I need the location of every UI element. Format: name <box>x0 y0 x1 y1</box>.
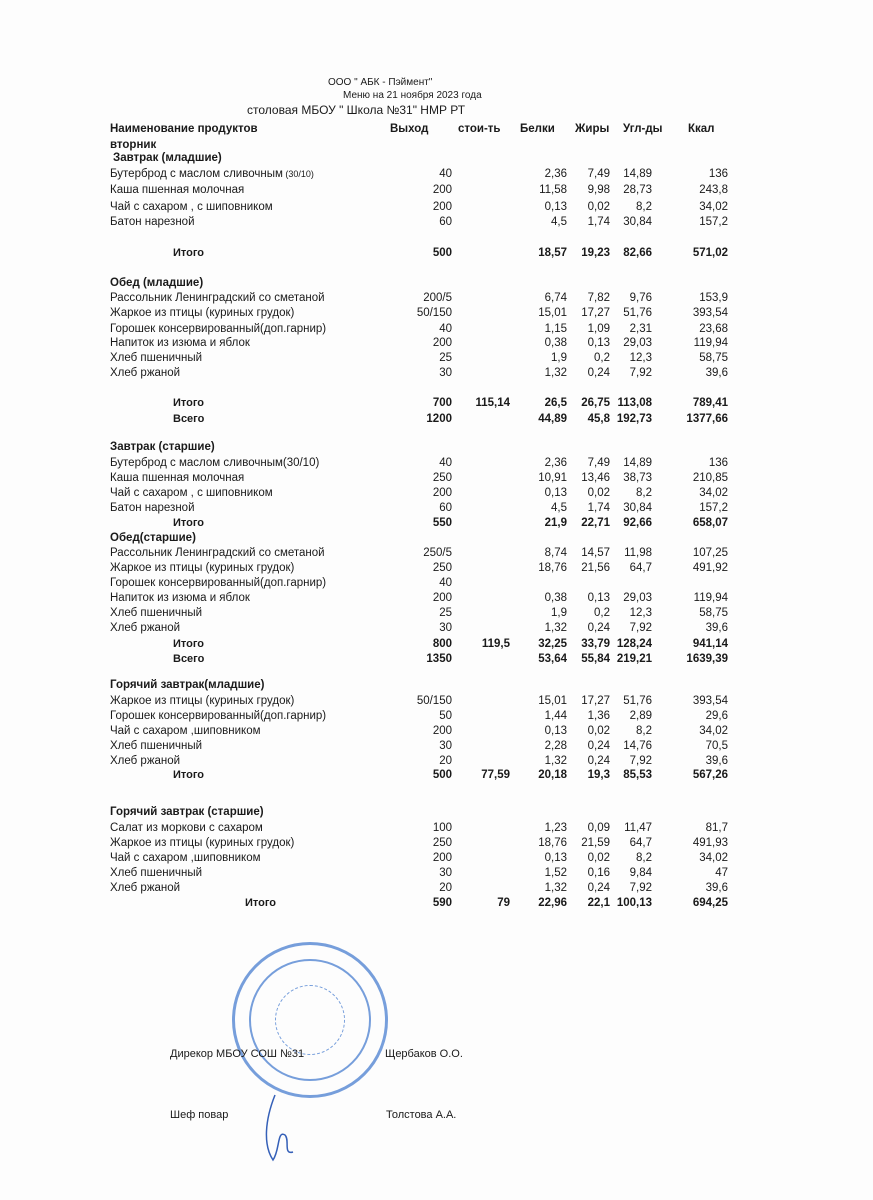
cell-c: 14,89 <box>623 168 652 180</box>
total-label: Итого <box>173 638 205 650</box>
total-label: Итого <box>173 397 205 409</box>
cell-k: 157,2 <box>699 502 728 514</box>
cell-c: 8,2 <box>636 201 652 213</box>
cell-b: 1,23 <box>544 822 567 834</box>
col-header-name: Наименование продуктов <box>110 123 258 135</box>
cell-c: 29,03 <box>623 337 652 349</box>
item-name: Каша пшенная молочная <box>110 472 245 484</box>
cell-out: 50 <box>439 710 452 722</box>
cell-out: 40 <box>439 577 452 589</box>
cell-out: 200 <box>432 337 452 349</box>
cell-c: 192,73 <box>616 413 652 425</box>
item-name: Жаркое из птицы (куриных грудок) <box>110 695 295 707</box>
cell-out: 25 <box>439 352 452 364</box>
item-name: Батон нарезной <box>110 502 195 514</box>
item-name: Чай с сахаром , с шиповником <box>110 201 273 213</box>
cell-out: 100 <box>432 822 452 834</box>
cell-f: 19,3 <box>587 769 610 781</box>
cell-f: 0,02 <box>587 725 610 737</box>
cell-k: 789,41 <box>692 397 728 409</box>
cell-out: 200 <box>432 201 452 213</box>
cell-b: 4,5 <box>551 216 567 228</box>
cell-k: 81,7 <box>705 822 728 834</box>
cell-c: 11,47 <box>624 822 652 834</box>
cell-c: 7,92 <box>629 622 652 634</box>
section-heading: Горячий завтрак(младшие) <box>110 679 265 691</box>
cell-f: 45,8 <box>587 413 610 425</box>
cell-b: 1,32 <box>544 755 567 767</box>
cell-b: 0,13 <box>544 201 567 213</box>
cell-k: 153,9 <box>699 292 728 304</box>
cell-out: 20 <box>439 882 452 894</box>
cell-out: 200 <box>432 852 452 864</box>
item-name: Жаркое из птицы (куриных грудок) <box>110 562 295 574</box>
total-label: Итого <box>173 247 205 259</box>
cell-c: 100,13 <box>616 897 652 909</box>
chef-name: Толстова А.А. <box>386 1109 457 1121</box>
cell-c: 2,31 <box>629 323 652 335</box>
cell-c: 128,24 <box>616 638 652 650</box>
item-name: Салат из моркови с сахаром <box>110 822 263 834</box>
cell-b: 0,38 <box>544 592 567 604</box>
cell-k: 210,85 <box>692 472 728 484</box>
cell-c: 51,76 <box>623 695 652 707</box>
cell-f: 7,82 <box>587 292 610 304</box>
cell-f: 0,02 <box>587 201 610 213</box>
cell-b: 1,9 <box>551 352 567 364</box>
cell-c: 219,21 <box>616 653 652 665</box>
cell-c: 30,84 <box>623 502 652 514</box>
cell-out: 550 <box>432 517 452 529</box>
item-name: Бутерброд с маслом сливочным(30/10) <box>110 457 320 469</box>
cell-cost: 79 <box>497 897 510 909</box>
item-name: Хлеб ржаной <box>110 367 181 379</box>
item-name: Батон нарезной <box>110 216 195 228</box>
cell-k: 23,68 <box>699 323 728 335</box>
item-name: Чай с сахаром ,шиповником <box>110 725 261 737</box>
cell-out: 250 <box>432 837 452 849</box>
cell-out: 500 <box>432 769 452 781</box>
cell-f: 17,27 <box>581 307 610 319</box>
canteen-name: столовая МБОУ " Школа №31" НМР РТ <box>247 103 466 117</box>
cell-out: 200 <box>432 487 452 499</box>
col-header-carbs: Угл-ды <box>623 123 663 135</box>
director-label: Дирекор МБОУ СОШ №31 <box>170 1048 305 1060</box>
org-name: ООО " АБК - Пэймент" <box>328 77 433 88</box>
cell-k: 941,14 <box>692 638 728 650</box>
total-label: Итого <box>245 897 277 909</box>
cell-c: 29,03 <box>623 592 652 604</box>
cell-f: 21,59 <box>581 837 610 849</box>
cell-c: 8,2 <box>636 852 652 864</box>
item-name: Рассольник Ленинградский со сметаной <box>110 292 325 304</box>
cell-k: 29,6 <box>705 710 728 722</box>
cell-k: 119,94 <box>693 337 728 349</box>
cell-out: 40 <box>439 168 452 180</box>
cell-b: 32,25 <box>538 638 567 650</box>
cell-f: 1,09 <box>587 323 610 335</box>
total-label: Всего <box>173 653 205 665</box>
total-label: Итого <box>173 517 205 529</box>
cell-c: 8,2 <box>636 487 652 499</box>
cell-f: 14,57 <box>581 547 610 559</box>
cell-out: 40 <box>439 457 452 469</box>
item-name: Хлеб пшеничный <box>110 867 203 879</box>
cell-b: 0,13 <box>544 725 567 737</box>
cell-k: 393,54 <box>692 307 728 319</box>
cell-c: 14,76 <box>623 740 652 752</box>
cell-k: 70,5 <box>705 740 728 752</box>
cell-c: 12,3 <box>629 607 652 619</box>
cell-k: 107,25 <box>692 547 728 559</box>
cell-c: 7,92 <box>629 755 652 767</box>
cell-f: 0,24 <box>587 740 610 752</box>
item-name: Хлеб ржаной <box>110 622 181 634</box>
cell-f: 0,24 <box>587 882 610 894</box>
section-heading: Завтрак (младшие) <box>113 152 222 164</box>
cell-k: 491,93 <box>692 837 728 849</box>
cell-c: 30,84 <box>623 216 652 228</box>
cell-k: 571,02 <box>692 247 728 259</box>
cell-c: 51,76 <box>623 307 652 319</box>
cell-k: 567,26 <box>692 769 728 781</box>
cell-b: 44,89 <box>538 413 567 425</box>
cell-b: 1,32 <box>544 367 567 379</box>
cell-b: 21,9 <box>544 517 567 529</box>
item-name: Жаркое из птицы (куриных грудок) <box>110 837 295 849</box>
item-name: Горошек консервированный(доп.гарнир) <box>110 577 327 589</box>
cell-k: 658,07 <box>692 517 728 529</box>
chef-signature <box>255 1090 300 1170</box>
cell-b: 1,32 <box>544 882 567 894</box>
cell-b: 6,74 <box>544 292 567 304</box>
cell-b: 4,5 <box>551 502 567 514</box>
cell-k: 58,75 <box>699 607 728 619</box>
cell-f: 0,2 <box>594 352 610 364</box>
cell-b: 18,76 <box>538 562 567 574</box>
section-heading: Обед(старшие) <box>110 532 196 544</box>
col-header-fat: Жиры <box>575 123 610 135</box>
cell-b: 10,91 <box>538 472 567 484</box>
item-name: Жаркое из птицы (куриных грудок) <box>110 307 295 319</box>
cell-b: 15,01 <box>538 695 567 707</box>
cell-k: 694,25 <box>692 897 728 909</box>
cell-k: 39,6 <box>705 367 728 379</box>
cell-f: 13,46 <box>581 472 610 484</box>
cell-b: 1,52 <box>544 867 567 879</box>
cell-f: 19,23 <box>581 247 610 259</box>
cell-b: 18,57 <box>538 247 567 259</box>
cell-out: 40 <box>439 323 452 335</box>
cell-b: 18,76 <box>538 837 567 849</box>
cell-b: 1,9 <box>551 607 567 619</box>
cell-out: 800 <box>432 638 452 650</box>
cell-b: 53,64 <box>538 653 567 665</box>
item-name: Бутерброд с маслом сливочным (30/10) <box>110 168 314 180</box>
cell-f: 1,74 <box>587 216 610 228</box>
cell-f: 21,56 <box>581 562 610 574</box>
col-header-cost: стои-ть <box>458 123 501 135</box>
col-header-protein: Белки <box>520 123 555 135</box>
cell-out: 1350 <box>426 653 452 665</box>
cell-k: 243,8 <box>699 184 728 196</box>
cell-f: 1,74 <box>587 502 610 514</box>
cell-out: 250/5 <box>423 547 452 559</box>
cell-f: 22,71 <box>581 517 610 529</box>
cell-b: 20,18 <box>538 769 567 781</box>
item-name: Хлеб пшеничный <box>110 740 203 752</box>
cell-b: 2,28 <box>544 740 567 752</box>
cell-f: 0,09 <box>587 822 610 834</box>
cell-b: 26,5 <box>544 397 567 409</box>
cell-out: 20 <box>439 755 452 767</box>
cell-cost: 115,14 <box>475 397 510 409</box>
section-heading: Горячий завтрак (старшие) <box>110 806 264 818</box>
cell-c: 14,89 <box>623 457 652 469</box>
cell-b: 22,96 <box>538 897 567 909</box>
cell-c: 82,66 <box>623 247 652 259</box>
cell-f: 0,02 <box>587 852 610 864</box>
cell-out: 50/150 <box>416 695 452 707</box>
cell-k: 119,94 <box>693 592 728 604</box>
item-name: Напиток из изюма и яблок <box>110 592 250 604</box>
cell-k: 1639,39 <box>686 653 728 665</box>
cell-c: 38,73 <box>623 472 652 484</box>
cell-f: 1,36 <box>587 710 610 722</box>
cell-b: 1,44 <box>544 710 567 722</box>
cell-out: 250 <box>432 562 452 574</box>
cell-f: 0,13 <box>587 592 610 604</box>
cell-f: 7,49 <box>587 168 610 180</box>
item-name: Горошек консервированный(доп.гарнир) <box>110 710 327 722</box>
item-name: Горошек консервированный(доп.гарнир) <box>110 323 327 335</box>
cell-c: 28,73 <box>623 184 652 196</box>
cell-c: 64,7 <box>629 562 652 574</box>
cell-k: 393,54 <box>692 695 728 707</box>
cell-out: 700 <box>432 397 452 409</box>
item-name: Чай с сахаром ,шиповником <box>110 852 261 864</box>
cell-cost: 77,59 <box>481 769 510 781</box>
cell-f: 33,79 <box>581 638 610 650</box>
cell-f: 26,75 <box>581 397 610 409</box>
cell-b: 0,13 <box>544 852 567 864</box>
cell-k: 39,6 <box>705 755 728 767</box>
item-name: Хлеб ржаной <box>110 755 181 767</box>
item-name: Хлеб пшеничный <box>110 352 203 364</box>
cell-k: 136 <box>708 457 728 469</box>
total-label: Итого <box>173 769 205 781</box>
cell-k: 34,02 <box>699 725 728 737</box>
cell-out: 30 <box>439 740 452 752</box>
director-name: Щербаков О.О. <box>385 1048 463 1060</box>
cell-out: 200 <box>432 184 452 196</box>
cell-k: 58,75 <box>699 352 728 364</box>
cell-f: 0,16 <box>587 867 610 879</box>
cell-out: 250 <box>432 472 452 484</box>
item-name: Хлеб ржаной <box>110 882 181 894</box>
cell-b: 0,13 <box>544 487 567 499</box>
cell-k: 39,6 <box>705 882 728 894</box>
cell-k: 39,6 <box>705 622 728 634</box>
cell-c: 2,89 <box>629 710 652 722</box>
col-header-kcal: Ккал <box>688 123 715 135</box>
cell-f: 55,84 <box>581 653 610 665</box>
item-name: Напиток из изюма и яблок <box>110 337 250 349</box>
cell-f: 7,49 <box>587 457 610 469</box>
cell-f: 0,24 <box>587 622 610 634</box>
cell-k: 1377,66 <box>686 413 728 425</box>
cell-b: 0,38 <box>544 337 567 349</box>
cell-c: 113,08 <box>617 397 652 409</box>
chef-label: Шеф повар <box>170 1109 229 1121</box>
cell-b: 1,15 <box>544 323 567 335</box>
cell-c: 9,76 <box>629 292 652 304</box>
cell-out: 50/150 <box>416 307 452 319</box>
cell-k: 136 <box>708 168 728 180</box>
cell-out: 200 <box>432 725 452 737</box>
item-name: Хлеб пшеничный <box>110 607 203 619</box>
cell-out: 200/5 <box>423 292 452 304</box>
menu-date: Меню на 21 ноября 2023 года <box>343 90 482 101</box>
cell-b: 2,36 <box>544 168 567 180</box>
cell-k: 34,02 <box>699 487 728 499</box>
cell-out: 60 <box>439 216 452 228</box>
cell-f: 0,24 <box>587 755 610 767</box>
cell-c: 9,84 <box>629 867 652 879</box>
cell-out: 200 <box>432 592 452 604</box>
cell-b: 1,32 <box>544 622 567 634</box>
cell-f: 17,27 <box>581 695 610 707</box>
cell-f: 0,13 <box>587 337 610 349</box>
cell-c: 85,53 <box>623 769 652 781</box>
item-name: Рассольник Ленинградский со сметаной <box>110 547 325 559</box>
cell-cost: 119,5 <box>481 638 510 650</box>
day-label: вторник <box>110 139 157 151</box>
item-name: Каша пшенная молочная <box>110 184 245 196</box>
school-stamp <box>232 942 388 1098</box>
section-heading: Обед (младшие) <box>110 277 204 289</box>
cell-out: 590 <box>432 897 452 909</box>
cell-f: 0,02 <box>587 487 610 499</box>
cell-out: 500 <box>432 247 452 259</box>
cell-f: 22,1 <box>587 897 610 909</box>
cell-out: 25 <box>439 607 452 619</box>
cell-k: 34,02 <box>699 852 728 864</box>
cell-b: 15,01 <box>538 307 567 319</box>
cell-out: 30 <box>439 367 452 379</box>
cell-k: 47 <box>715 867 728 879</box>
cell-b: 8,74 <box>544 547 567 559</box>
cell-f: 0,2 <box>594 607 610 619</box>
cell-c: 8,2 <box>636 725 652 737</box>
cell-f: 9,98 <box>587 184 610 196</box>
cell-out: 30 <box>439 622 452 634</box>
cell-c: 12,3 <box>629 352 652 364</box>
item-name: Чай с сахаром , с шиповником <box>110 487 273 499</box>
section-heading: Завтрак (старшие) <box>110 441 215 453</box>
cell-c: 7,92 <box>629 882 652 894</box>
cell-b: 11,58 <box>539 184 567 196</box>
cell-f: 0,24 <box>587 367 610 379</box>
cell-out: 1200 <box>426 413 452 425</box>
cell-b: 2,36 <box>544 457 567 469</box>
cell-c: 64,7 <box>629 837 652 849</box>
cell-k: 34,02 <box>699 201 728 213</box>
cell-c: 7,92 <box>629 367 652 379</box>
col-header-output: Выход <box>390 123 429 135</box>
total-label: Всего <box>173 413 205 425</box>
cell-out: 30 <box>439 867 452 879</box>
cell-k: 491,92 <box>692 562 728 574</box>
cell-c: 11,98 <box>624 547 652 559</box>
cell-c: 92,66 <box>623 517 652 529</box>
cell-out: 60 <box>439 502 452 514</box>
cell-k: 157,2 <box>699 216 728 228</box>
